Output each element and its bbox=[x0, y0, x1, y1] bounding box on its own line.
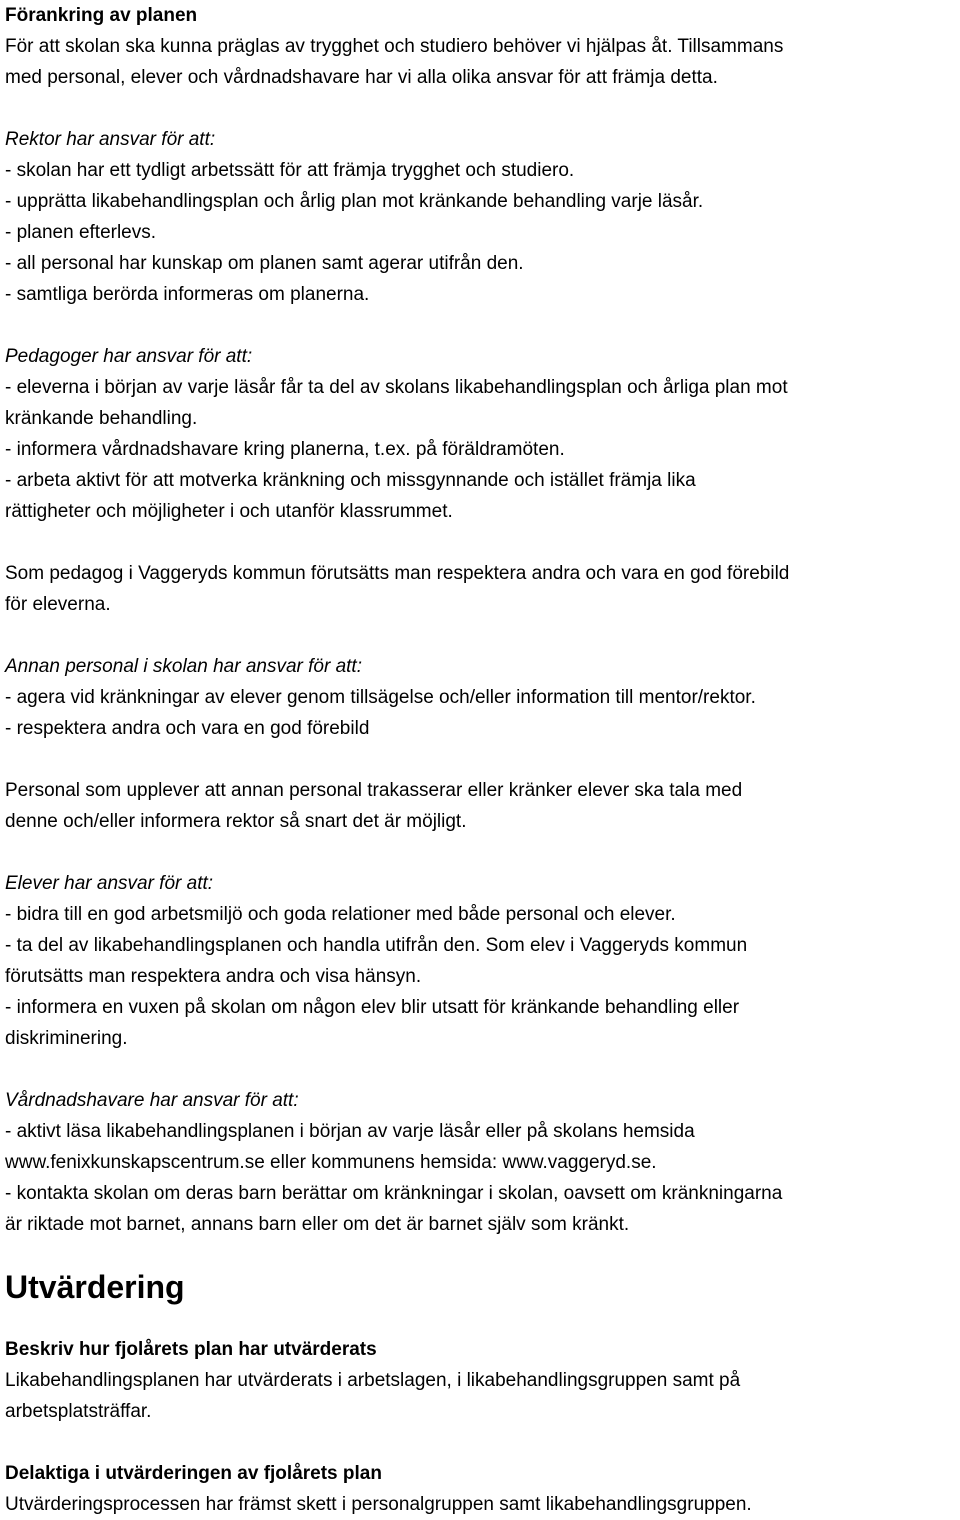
list-item: - eleverna i början av varje läsår får ta del av skolans likabehandlingsplan och årliga plan mot bbox=[5, 377, 788, 398]
paragraph-line: Personal som upplever att annan personal trakasserar eller kränker elever ska tala med bbox=[5, 780, 743, 801]
list-item: förutsätts man respektera andra och visa hänsyn. bbox=[5, 966, 422, 987]
spacer bbox=[5, 527, 960, 558]
list-item: - informera vårdnadshavare kring planerna, t.ex. på föräldramöten. bbox=[5, 439, 565, 460]
section-heading-beskriv: Beskriv hur fjolårets plan har utvärderats bbox=[5, 1339, 377, 1360]
subheading-annan-personal: Annan personal i skolan har ansvar för att: bbox=[5, 656, 362, 677]
spacer bbox=[5, 744, 960, 775]
paragraph-line: Likabehandlingsplanen har utvärderats i arbetslagen, i likabehandlingsgruppen samt på bbox=[5, 1370, 741, 1391]
subheading-vardnadshavare: Vårdnadshavare har ansvar för att: bbox=[5, 1090, 299, 1111]
list-item: - respektera andra och vara en god förebild bbox=[5, 718, 370, 739]
spacer bbox=[5, 93, 960, 124]
list-item: - arbeta aktivt för att motverka kränkning och missgynnande och istället främja lika bbox=[5, 470, 696, 491]
list-item: - ta del av likabehandlingsplanen och handla utifrån den. Som elev i Vaggeryds kommun bbox=[5, 935, 748, 956]
section-heading-delaktiga: Delaktiga i utvärderingen av fjolårets plan bbox=[5, 1463, 382, 1484]
list-item: www.fenixkunskapscentrum.se eller kommunens hemsida: www.vaggeryd.se. bbox=[5, 1152, 657, 1173]
section-heading-forankring: Förankring av planen bbox=[5, 5, 198, 26]
list-item: - planen efterlevs. bbox=[5, 222, 157, 243]
section-title-utvardering: Utvärdering bbox=[5, 1269, 185, 1305]
subheading-elever: Elever har ansvar för att: bbox=[5, 873, 214, 894]
list-item: - informera en vuxen på skolan om någon elev blir utsatt för kränkande behandling eller bbox=[5, 997, 740, 1018]
spacer bbox=[5, 1054, 960, 1085]
paragraph-line: För att skolan ska kunna präglas av trygghet och studiero behöver vi hjälpas åt. Tillsammans bbox=[5, 36, 784, 57]
paragraph-line: med personal, elever och vårdnadshavare har vi alla olika ansvar för att främja detta. bbox=[5, 67, 718, 88]
paragraph-line: Som pedagog i Vaggeryds kommun förutsätts man respektera andra och vara en god förebild bbox=[5, 563, 790, 584]
list-item: - all personal har kunskap om planen samt agerar utifrån den. bbox=[5, 253, 524, 274]
spacer bbox=[5, 1240, 960, 1256]
subheading-pedagoger: Pedagoger har ansvar för att: bbox=[5, 346, 253, 367]
spacer bbox=[5, 837, 960, 868]
list-item: är riktade mot barnet, annans barn eller om det är barnet själv som kränkt. bbox=[5, 1214, 630, 1235]
paragraph-line: denne och/eller informera rektor så snart det är möjligt. bbox=[5, 811, 467, 832]
spacer bbox=[5, 1318, 960, 1334]
paragraph-line: arbetsplatsträffar. bbox=[5, 1401, 152, 1422]
spacer bbox=[5, 620, 960, 651]
list-item: diskriminering. bbox=[5, 1028, 128, 1049]
paragraph-line: för eleverna. bbox=[5, 594, 111, 615]
list-item: rättigheter och möjligheter i och utanför klassrummet. bbox=[5, 501, 453, 522]
list-item: kränkande behandling. bbox=[5, 408, 198, 429]
spacer bbox=[5, 1427, 960, 1458]
subheading-rektor: Rektor har ansvar för att: bbox=[5, 129, 216, 150]
list-item: - upprätta likabehandlingsplan och årlig plan mot kränkande behandling varje läsår. bbox=[5, 191, 704, 212]
list-item: - agera vid kränkningar av elever genom tillsägelse och/eller information till mentor/rektor. bbox=[5, 687, 756, 708]
list-item: - skolan har ett tydligt arbetssätt för att främja trygghet och studiero. bbox=[5, 160, 575, 181]
paragraph-line: Utvärderingsprocessen har främst skett i personalgruppen samt likabehandlingsgruppen. bbox=[5, 1494, 752, 1515]
list-item: - aktivt läsa likabehandlingsplanen i början av varje läsår eller på skolans hemsida bbox=[5, 1121, 695, 1142]
list-item: - samtliga berörda informeras om planerna. bbox=[5, 284, 370, 305]
list-item: - bidra till en god arbetsmiljö och goda relationer med både personal och elever. bbox=[5, 904, 676, 925]
list-item: - kontakta skolan om deras barn berättar om kränkningar i skolan, oavsett om kränkningarna bbox=[5, 1183, 783, 1204]
spacer bbox=[5, 310, 960, 341]
